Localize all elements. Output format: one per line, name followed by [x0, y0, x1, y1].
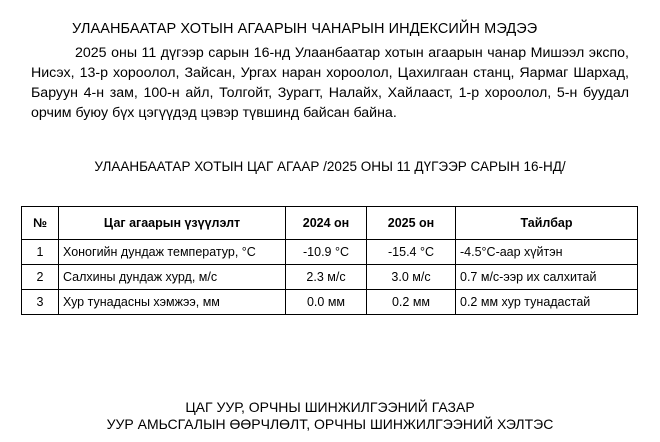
- header-indicator: Цаг агаарын үзүүлэлт: [59, 207, 286, 240]
- footer-line-agency: ЦАГ УУР, ОРЧНЫ ШИНЖИЛГЭЭНИЙ ГАЗАР: [185, 399, 475, 415]
- header-year-2024: 2024 он: [286, 207, 367, 240]
- table-row: [22, 290, 638, 315]
- header-year-2025: 2025 он: [367, 207, 456, 240]
- row-indicator: Хур тунадасны хэмжээ, мм: [59, 290, 286, 315]
- row-note: -4.5°C-аар хүйтэн: [456, 240, 638, 265]
- row-number: 1: [22, 240, 59, 265]
- document-title: УЛААНБААТАР ХОТЫН АГААРЫН ЧАНАРЫН ИНДЕКСИЙН МЭДЭЭ: [72, 21, 538, 37]
- row-value-2024: -10.9 °C: [286, 240, 367, 265]
- row-number: 3: [22, 290, 59, 315]
- table-header-row: [22, 207, 638, 240]
- weather-table: [21, 206, 638, 315]
- row-value-2025: -15.4 °C: [367, 240, 456, 265]
- footer-line-department: УУР АМЬСГАЛЫН ӨӨРЧЛӨЛТ, ОРЧНЫ ШИНЖИЛГЭЭНИЙ ХЭЛТЭС: [106, 416, 554, 432]
- row-value-2024: 0.0 мм: [286, 290, 367, 315]
- table-row: [22, 240, 638, 265]
- row-value-2024: 2.3 м/с: [286, 265, 367, 290]
- header-number: №: [22, 207, 59, 240]
- row-number: 2: [22, 265, 59, 290]
- row-note: 0.2 мм хур тунадастай: [456, 290, 638, 315]
- row-indicator: Хоногийн дундаж температур, °C: [59, 240, 286, 265]
- row-value-2025: 3.0 м/с: [367, 265, 456, 290]
- footer-organization: [0, 399, 660, 433]
- table-row: [22, 265, 638, 290]
- weather-section-title: УЛААНБААТАР ХОТЫН ЦАГ АГААР /2025 ОНЫ 11 ДҮГЭЭР САРЫН 16-НД/: [94, 159, 566, 174]
- row-note: 0.7 м/с-ээр их салхитай: [456, 265, 638, 290]
- air-quality-paragraph: 2025 оны 11 дүгээр сарын 16-нд Улаанбаатар хотын агаарын чанар Мишээл экспо, Нисэх, 13-р хороолол, Зайсан, Ургах наран хороолол, Цахилгаан станц, Яармаг Шархад, Баруун 4-н зам, 100-н айл, Толгойт, Зурагт, Налайх, Хайлааст, 1-р хороолол, 5-н буудал орчим буюу бүх цэгүүдэд цэвэр түвшинд байсан байна.: [31, 45, 629, 121]
- header-note: Тайлбар: [456, 207, 638, 240]
- row-value-2025: 0.2 мм: [367, 290, 456, 315]
- row-indicator: Салхины дундаж хурд, м/с: [59, 265, 286, 290]
